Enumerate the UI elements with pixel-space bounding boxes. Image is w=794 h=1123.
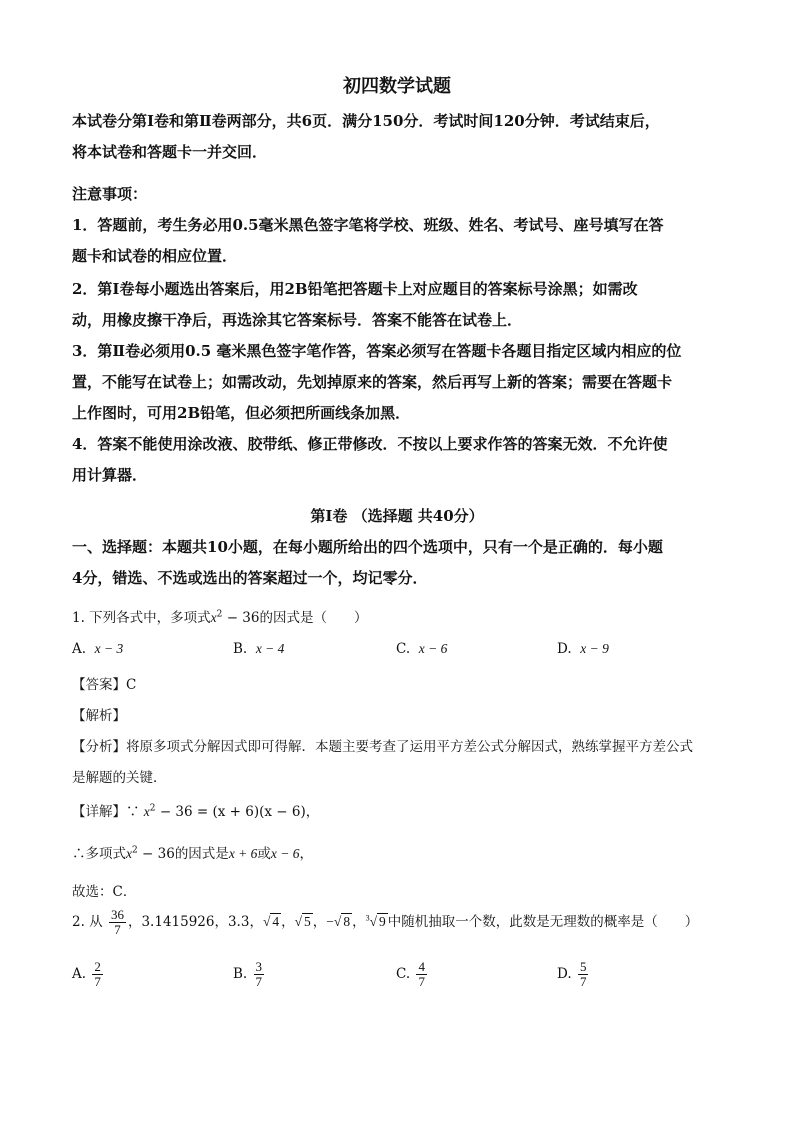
option-letter: D. (557, 641, 572, 657)
option-letter: C. (396, 641, 411, 657)
q2-fraction (109, 908, 126, 937)
notice-line: 动，用橡皮擦干净后，再选涂其它答案标号．答案不能答在试卷上． (72, 311, 523, 329)
q1-concl-factor-1: x + 6 (228, 846, 258, 861)
q1-concl-end: ， (299, 846, 314, 862)
q2-option-b[interactable] (233, 960, 266, 989)
question-2-stem (72, 908, 698, 937)
fraction-denominator: 7 (255, 974, 263, 989)
minus-sign: − (326, 914, 334, 929)
fraction-numerator: 36 (110, 907, 124, 922)
option-letter: D. (557, 966, 572, 982)
notice-line: 4．答案不能使用涂改液、胶带纸、修正带修改．不按以上要求作答的答案无效．不允许使 (72, 435, 668, 453)
fraction-numerator: 4 (418, 959, 425, 974)
q1-analysis-label: 【解析】 (72, 708, 126, 724)
radicand: 5 (304, 914, 311, 929)
option-letter: B. (233, 966, 248, 982)
notice-line: 2．第Ⅰ卷每小题选出答案后，用2B铅笔把答题卡上对应题目的答案标号涂黑；如需改 (72, 280, 638, 298)
section-instructions-1: 一、选择题：本题共10小题，在每小题所给出的四个选项中，只有一个是正确的．每小题 (72, 538, 663, 556)
q1-answer: 【答案】C (72, 677, 137, 693)
option-fraction (416, 960, 427, 989)
q1-option-d[interactable] (557, 641, 609, 657)
notice-line: 上作图时，可用2B铅笔，但必须把所画线条加黑． (72, 404, 411, 422)
q1-expr-base: x (210, 610, 217, 625)
q2-option-d[interactable] (557, 960, 590, 989)
q2-sep: ， (352, 914, 366, 930)
fraction-denominator: 7 (579, 974, 587, 989)
q2-suffix: 中随机抽取一个数，此数是无理数的概率是（ ） (387, 914, 699, 930)
q1-detail-exp: 2 (149, 803, 156, 814)
q1-concl-or: 或 (257, 846, 271, 862)
option-text: x − 9 (580, 641, 609, 656)
fraction-numerator: 3 (255, 959, 263, 974)
q1-concl-tail: − 36 (137, 846, 175, 862)
q1-detail (72, 800, 319, 820)
page-title: 初四数学试题 (343, 76, 451, 97)
q1-detail-label: 【详解】∵ (72, 804, 140, 820)
option-text: x − 3 (94, 641, 124, 656)
q1-concl-prefix: ∴多项式 (72, 846, 126, 862)
q2-sep: ， (312, 914, 327, 930)
option-letter: B. (233, 641, 248, 657)
q1-concl-mid: 的因式是 (174, 846, 229, 862)
option-text: x − 6 (418, 641, 448, 656)
section-instructions-2: 4分，错选、不选或选出的答案超过一个，均记零分． (72, 569, 428, 587)
notice-line: 题卡和试卷的相应位置． (72, 247, 238, 265)
q1-conclusion (72, 842, 313, 862)
q2-prefix: 2. 从 (72, 914, 103, 930)
intro-line-1: 本试卷分第Ⅰ卷和第Ⅱ卷两部分，共6页．满分150分．考试时间120分钟．考试结束后， (72, 112, 660, 130)
q2-option-a[interactable] (72, 960, 105, 989)
q2-numbers: ，3.1415926，3.3， (127, 914, 263, 930)
q1-expr-exp: 2 (216, 609, 223, 620)
option-fraction (578, 960, 589, 989)
q1-analysis-line-2: 是解题的关键． (72, 770, 167, 786)
option-text: x − 4 (255, 641, 285, 656)
q2-option-c[interactable] (396, 960, 429, 989)
question-1-stem (72, 606, 367, 626)
fraction-denominator: 7 (114, 922, 121, 937)
q1-detail-base: x (143, 804, 150, 819)
q1-option-a[interactable] (72, 641, 123, 657)
q1-suffix: 的因式是（ ） (259, 610, 368, 626)
radicand: 9 (379, 914, 386, 929)
radicand: 4 (272, 914, 280, 929)
fraction-denominator: 7 (418, 974, 425, 989)
option-letter: A. (72, 641, 87, 657)
q1-analysis-line-1: 【分析】将原多项式分解因式即可得解．本题主要考查了运用平方差公式分解因式，熟练掌握平方差公式 (72, 739, 693, 755)
q1-concl-exp: 2 (132, 845, 138, 856)
q1-prefix: 1. 下列各式中，多项式 (72, 610, 211, 626)
notice-line: 1．答题前，考生务必用0.5毫米黑色签字笔将学校、班级、姓名、考试号、座号填写在答 (72, 216, 664, 234)
q2-sqrt-5: √ 5 (294, 914, 311, 929)
q1-option-b[interactable] (233, 641, 284, 657)
q2-sep: ， (281, 914, 295, 930)
option-fraction (254, 960, 265, 989)
option-letter: A. (72, 966, 87, 982)
option-fraction (92, 960, 103, 989)
q1-concl-factor-2: x − 6 (270, 846, 300, 861)
q1-detail-expr: − 36 = (x + 6)(x − 6)， (155, 804, 320, 820)
q1-choose: 故选：C． (72, 884, 137, 900)
q1-concl-base: x (126, 846, 132, 861)
intro-line-2: 将本试卷和答题卡一并交回． (72, 143, 268, 161)
radicand: 8 (343, 914, 351, 929)
fraction-numerator: 2 (94, 959, 101, 974)
fraction-numerator: 5 (579, 959, 587, 974)
q2-sqrt-4: √ 4 (262, 914, 280, 929)
fraction-denominator: 7 (94, 974, 101, 989)
q1-option-c[interactable] (396, 641, 447, 657)
notice-line: 3．第Ⅱ卷必须用0.5 毫米黑色签字笔作答，答案必须写在答题卡各题目指定区域内相应的位 (72, 342, 682, 360)
notice-heading: 注意事项： (72, 185, 148, 203)
q2-cbrt-9: $^3$√ 9 (365, 913, 386, 929)
notice-line: 用计算器． (72, 466, 148, 484)
q2-neg-sqrt-8: −√ 8 (326, 914, 351, 929)
option-letter: C. (396, 966, 411, 982)
q1-expr-tail: − 36 (222, 610, 260, 626)
section-title: 第Ⅰ卷 （选择题 共40分） (310, 507, 484, 525)
notice-line: 置，不能写在试卷上；如需改动，先划掉原来的答案，然后再写上新的答案；需要在答题卡 (72, 373, 673, 391)
